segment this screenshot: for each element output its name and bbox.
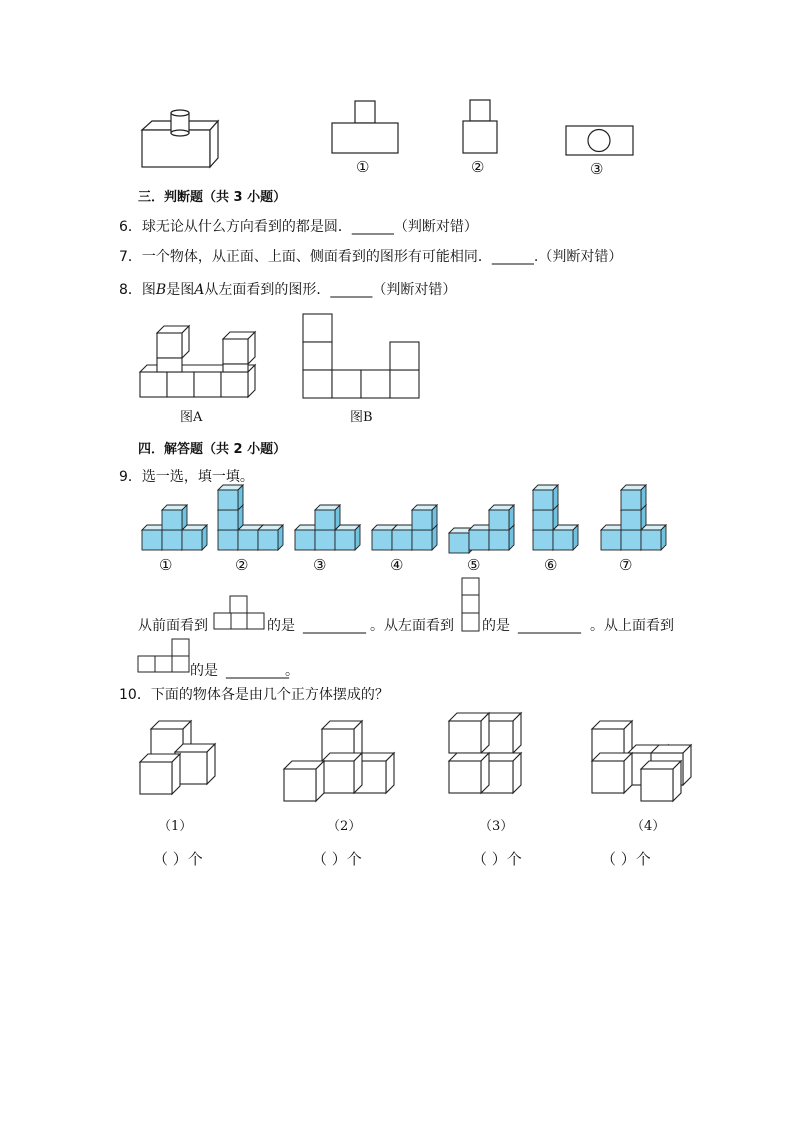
- top-solid-figure: [138, 108, 218, 170]
- q8-blank[interactable]: ______: [330, 282, 373, 298]
- question-6: [119, 218, 478, 236]
- option-2-label: ②: [471, 158, 485, 176]
- q10-labels: [0, 815, 794, 835]
- q10-answer-1[interactable]: （ ）个: [153, 850, 203, 868]
- section-3-heading: 三．判断题（共 3 小题）: [138, 190, 287, 205]
- q8-suffix: （判断对错）: [372, 282, 457, 298]
- q8-mid1: 是图: [166, 282, 195, 298]
- option-1-label: ①: [356, 158, 370, 176]
- q9-figure-7: [601, 485, 666, 550]
- section-4-heading: 四．解答题（共 2 小题）: [138, 442, 287, 457]
- q10-figure-1: [140, 721, 215, 794]
- q9-label-4: ④: [390, 556, 404, 574]
- q8-a: A: [194, 282, 205, 298]
- q9-front-suffix: 的是: [267, 618, 295, 634]
- q9-top-suffix: 的是: [190, 663, 218, 679]
- figure-a-cube-stack: [139, 324, 261, 400]
- q10-cube-figures: [130, 712, 700, 807]
- q10-label-3: （3）: [479, 819, 514, 834]
- q9-label-2: ②: [235, 556, 249, 574]
- q9-label-6: ⑥: [544, 556, 558, 574]
- q6-text: 6．球无论从什么方向看到的都是圆．: [119, 219, 352, 235]
- q10-label-4: （4）: [631, 819, 666, 834]
- q9-top-view-shape: [138, 638, 192, 674]
- question-9: 9．选一选，填一填。: [119, 469, 254, 485]
- q9-figure-3: [295, 505, 360, 550]
- q10-figure-2: [284, 721, 394, 801]
- q9-label-1: ①: [159, 556, 173, 574]
- q10-answer-4[interactable]: （ ）个: [601, 850, 651, 868]
- top-view-option-1: [331, 100, 401, 155]
- top-view-option-2: [462, 99, 498, 157]
- q9-labels: [138, 556, 668, 576]
- q9-left-view-shape: [461, 577, 481, 633]
- q10-answer-2[interactable]: （ ）个: [312, 850, 362, 868]
- q7-text: 7．一个物体，从正面、上面、侧面看到的图形有可能相同．: [119, 249, 492, 265]
- q9-blank-top[interactable]: _________: [226, 663, 289, 679]
- q10-label-1: （1）: [158, 819, 193, 834]
- q9-period: 。: [285, 663, 299, 679]
- q9-figure-6: [533, 485, 578, 550]
- q10-label-2: （2）: [327, 819, 362, 834]
- question-10: 10．下面的物体各是由几个正方体摆成的？: [119, 687, 389, 703]
- q9-figure-2: [218, 485, 283, 550]
- q6-suffix: （判断对错）: [393, 219, 478, 235]
- top-view-option-3: [565, 125, 635, 157]
- q10-answer-3[interactable]: （ ）个: [472, 850, 522, 868]
- figure-a-caption: 图A: [180, 410, 203, 425]
- q10-answers: [0, 850, 794, 872]
- q7-suffix: .（判断对错）: [533, 249, 623, 265]
- q9-label-3: ③: [313, 556, 327, 574]
- q10-figure-4: [592, 721, 691, 801]
- q9-front-view-shape: [214, 595, 266, 631]
- figure-b-grid: [302, 312, 420, 400]
- question-8: [119, 281, 456, 299]
- q6-blank[interactable]: ______: [351, 219, 394, 235]
- q9-label-5: ⑤: [467, 556, 481, 574]
- q9-front-text: 从前面看到: [138, 618, 208, 634]
- q9-figure-5: [449, 505, 514, 553]
- q9-figure-1: [142, 505, 207, 550]
- q9-top-text: 。从上面看到: [590, 618, 674, 634]
- q9-label-7: ⑦: [619, 556, 633, 574]
- question-7: [119, 248, 622, 266]
- q9-left-text: 。从左面看到: [370, 618, 454, 634]
- figure-b-caption: 图B: [350, 410, 373, 425]
- q7-blank[interactable]: ______: [491, 249, 534, 265]
- option-3-label: ③: [590, 160, 604, 178]
- q9-blank-front[interactable]: _________: [303, 618, 366, 634]
- q9-blank-left[interactable]: _________: [518, 618, 581, 634]
- q9-left-suffix: 的是: [482, 618, 510, 634]
- q8-mid2: 从左面看到的图形．: [204, 282, 331, 298]
- q10-figure-3: [449, 713, 521, 793]
- q8-b: B: [155, 282, 167, 298]
- q9-figure-4: [372, 505, 437, 550]
- q8-prefix: 8．图: [119, 282, 156, 298]
